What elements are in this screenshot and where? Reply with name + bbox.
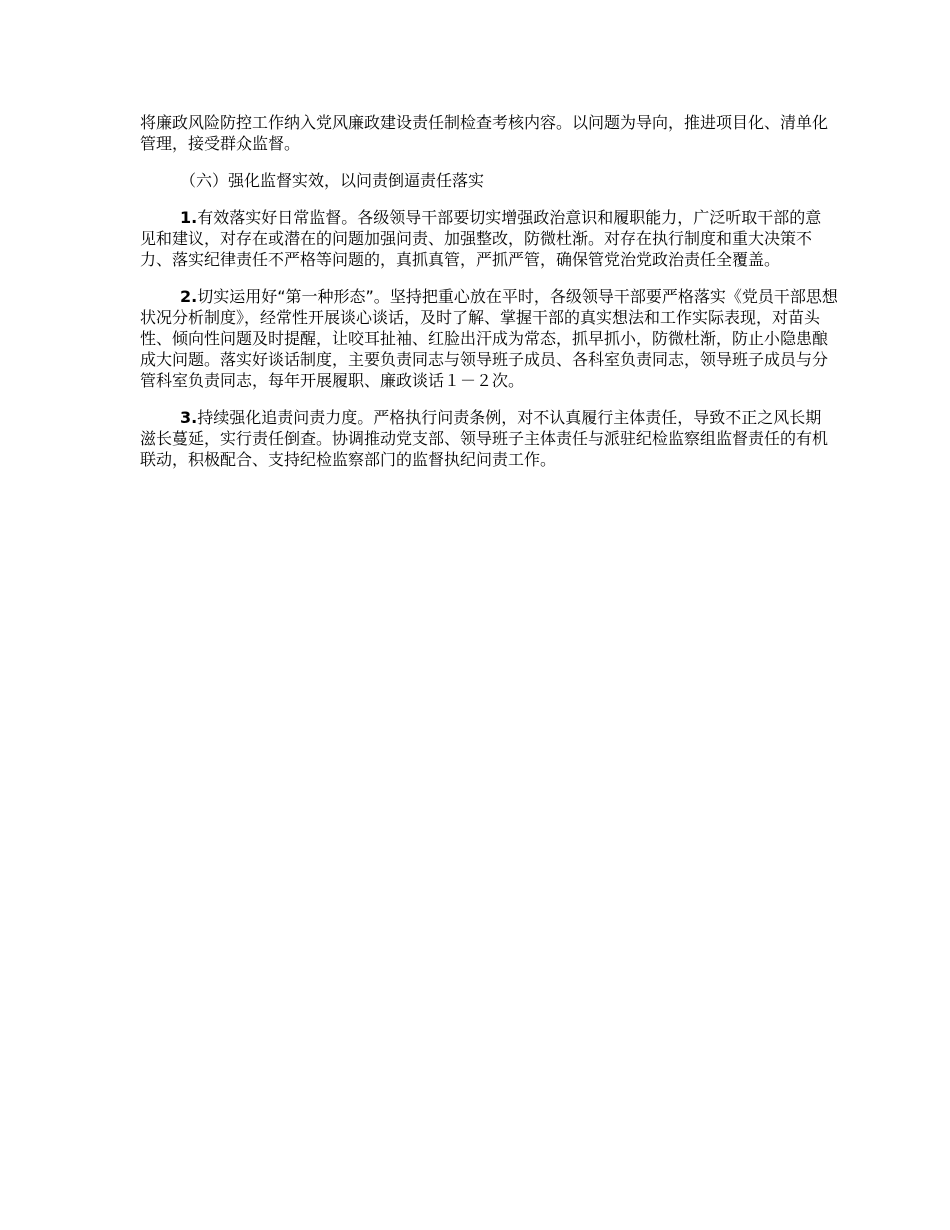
heading-text: （六）强化监督实效，以问责倒逼责任落实 [180,171,485,190]
item-number: 3. [180,408,198,427]
item-text: 持续强化追责问责力度。严格执行问责条例，对不认真履行主体责任，导致不正之风长期滋长蔓延，实行责任倒查。协调推动党支部、领导班子主体责任与派驻纪检监察组监督责任的有机联动，积极配合、支持纪检监察部门的监督执纪问责工作。 [140,408,829,469]
item-1-daily-supervision [140,207,830,270]
item-lead-quote: 切实运用好“第一种形态”。 [197,287,390,306]
item-text: 坚持把重心放在平时，各级领导干部要严格落实《党员干部思想状况分析制度》，经常性开展谈心谈话，及时了解、掌握干部的真实想法和工作实际表现，对苗头性、倾向性问题及时提醒，让咬耳扯袖、红脸出汗成为常态，抓早抓小，防微杜渐，防止小隐患酿成大问题。落实好谈话制度，主要负责同志与领导班子成员、各科室负责同志，领导班子成员与分管科室负责同志，每年开展履职、廉政谈话１－２次。 [140,287,838,390]
document-body [140,112,838,486]
item-number: 1. [180,208,198,227]
paragraph-risk-control [140,112,830,154]
item-number: 2. [180,287,198,306]
item-2-first-form [140,286,842,391]
paragraph-text: 将廉政风险防控工作纳入党风廉政建设责任制检查考核内容。以问题为导向，推进项目化、清单化管理，接受群众监督。 [140,113,829,153]
item-3-accountability [140,407,830,470]
item-text: 有效落实好日常监督。各级领导干部要切实增强政治意识和履职能力，广泛听取干部的意见和建议，对存在或潜在的问题加强问责、加强整改，防微杜渐。对存在执行制度和重大决策不力、落实纪律责任不严格等问题的，真抓真管，严抓严管，确保管党治党政治责任全覆盖。 [140,208,822,269]
section-heading-six [140,170,830,191]
